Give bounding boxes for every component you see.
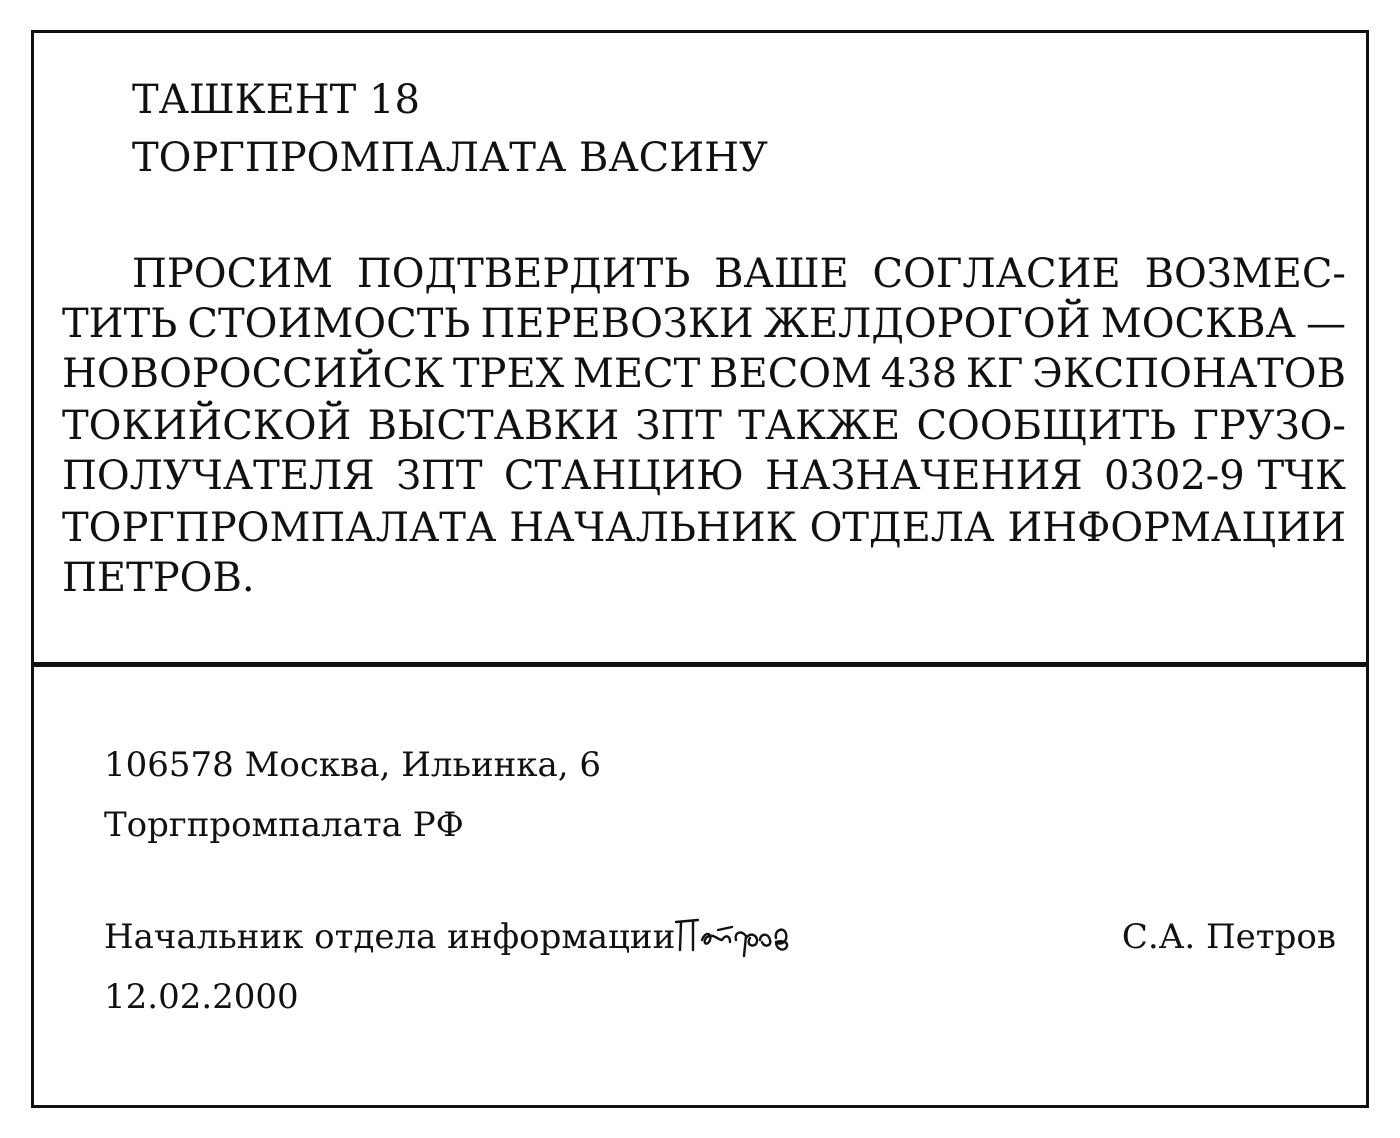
body-word: ГРУЗО- xyxy=(1192,403,1346,449)
body-line xyxy=(62,351,1346,397)
body-word: ПЕРЕВОЗКИ xyxy=(480,301,754,347)
body-word: ОТДЕЛА xyxy=(809,505,995,551)
body-word: ВОЗМЕС- xyxy=(1144,251,1346,297)
body-line xyxy=(62,403,1346,449)
body-line xyxy=(62,555,1346,601)
body-word: ПРОСИМ xyxy=(132,251,334,297)
body-line xyxy=(62,301,1346,347)
body-word: СООБЩИТЬ xyxy=(916,403,1177,449)
body-word: ТОКИЙСКОЙ xyxy=(62,403,352,449)
body-word: МОСКВА xyxy=(1100,301,1296,347)
body-word: ПОЛУЧАТЕЛЯ xyxy=(62,453,375,499)
body-word: СОГЛАСИЕ xyxy=(872,251,1121,297)
body-word: НОВОРОССИЙСК xyxy=(62,351,445,397)
body-word: СТАНЦИЮ xyxy=(503,453,744,499)
body-word: ЭКСПОНАТОВ xyxy=(1032,351,1346,397)
body-word: ЖЕЛДОРОГОЙ xyxy=(763,301,1091,347)
recipient-name: ТОРГПРОМПАЛАТА ВАСИНУ xyxy=(132,135,768,181)
section-divider xyxy=(31,662,1369,667)
body-word: МЕСТ xyxy=(572,351,701,397)
body-line xyxy=(62,505,1346,551)
body-line xyxy=(132,251,1346,297)
body-word: ВЫСТАВКИ xyxy=(367,403,620,449)
body-word: — xyxy=(1305,301,1346,347)
body-word: НАЧАЛЬНИК xyxy=(509,505,797,551)
sender-address: 106578 Москва, Ильинка, 6 xyxy=(104,745,602,785)
body-word: ПОДТВЕРДИТЬ xyxy=(356,251,691,297)
body-line xyxy=(62,453,1346,499)
body-word: 0302-9 ТЧК xyxy=(1103,453,1346,499)
sender-date: 12.02.2000 xyxy=(104,977,299,1017)
handwritten-signature xyxy=(672,910,812,964)
sender-organization: Торгпромпалата РФ xyxy=(104,805,464,845)
body-word: КГ xyxy=(965,351,1024,397)
body-word: ЗПТ xyxy=(635,403,722,449)
body-word: НАЗНАЧЕНИЯ xyxy=(765,453,1083,499)
recipient-city: ТАШКЕНТ 18 xyxy=(132,77,420,123)
body-word: ВЕСОМ xyxy=(709,351,873,397)
sender-position: Начальник отдела информации xyxy=(104,917,676,957)
body-word: ТАКЖЕ xyxy=(738,403,901,449)
body-word: ПЕТРОВ. xyxy=(62,555,255,601)
sender-full-name: С.А. Петров xyxy=(1121,917,1336,957)
body-word: ТОРГПРОМПАЛАТА xyxy=(62,505,497,551)
body-word: 438 xyxy=(880,351,958,397)
body-word: ТРЕХ xyxy=(452,351,565,397)
body-word: ЗПТ xyxy=(396,453,483,499)
body-word: ИНФОРМАЦИИ xyxy=(1007,505,1346,551)
body-word: ВАШЕ xyxy=(714,251,849,297)
body-word: СТОИМОСТЬ xyxy=(187,301,471,347)
body-word: ТИТЬ xyxy=(62,301,178,347)
